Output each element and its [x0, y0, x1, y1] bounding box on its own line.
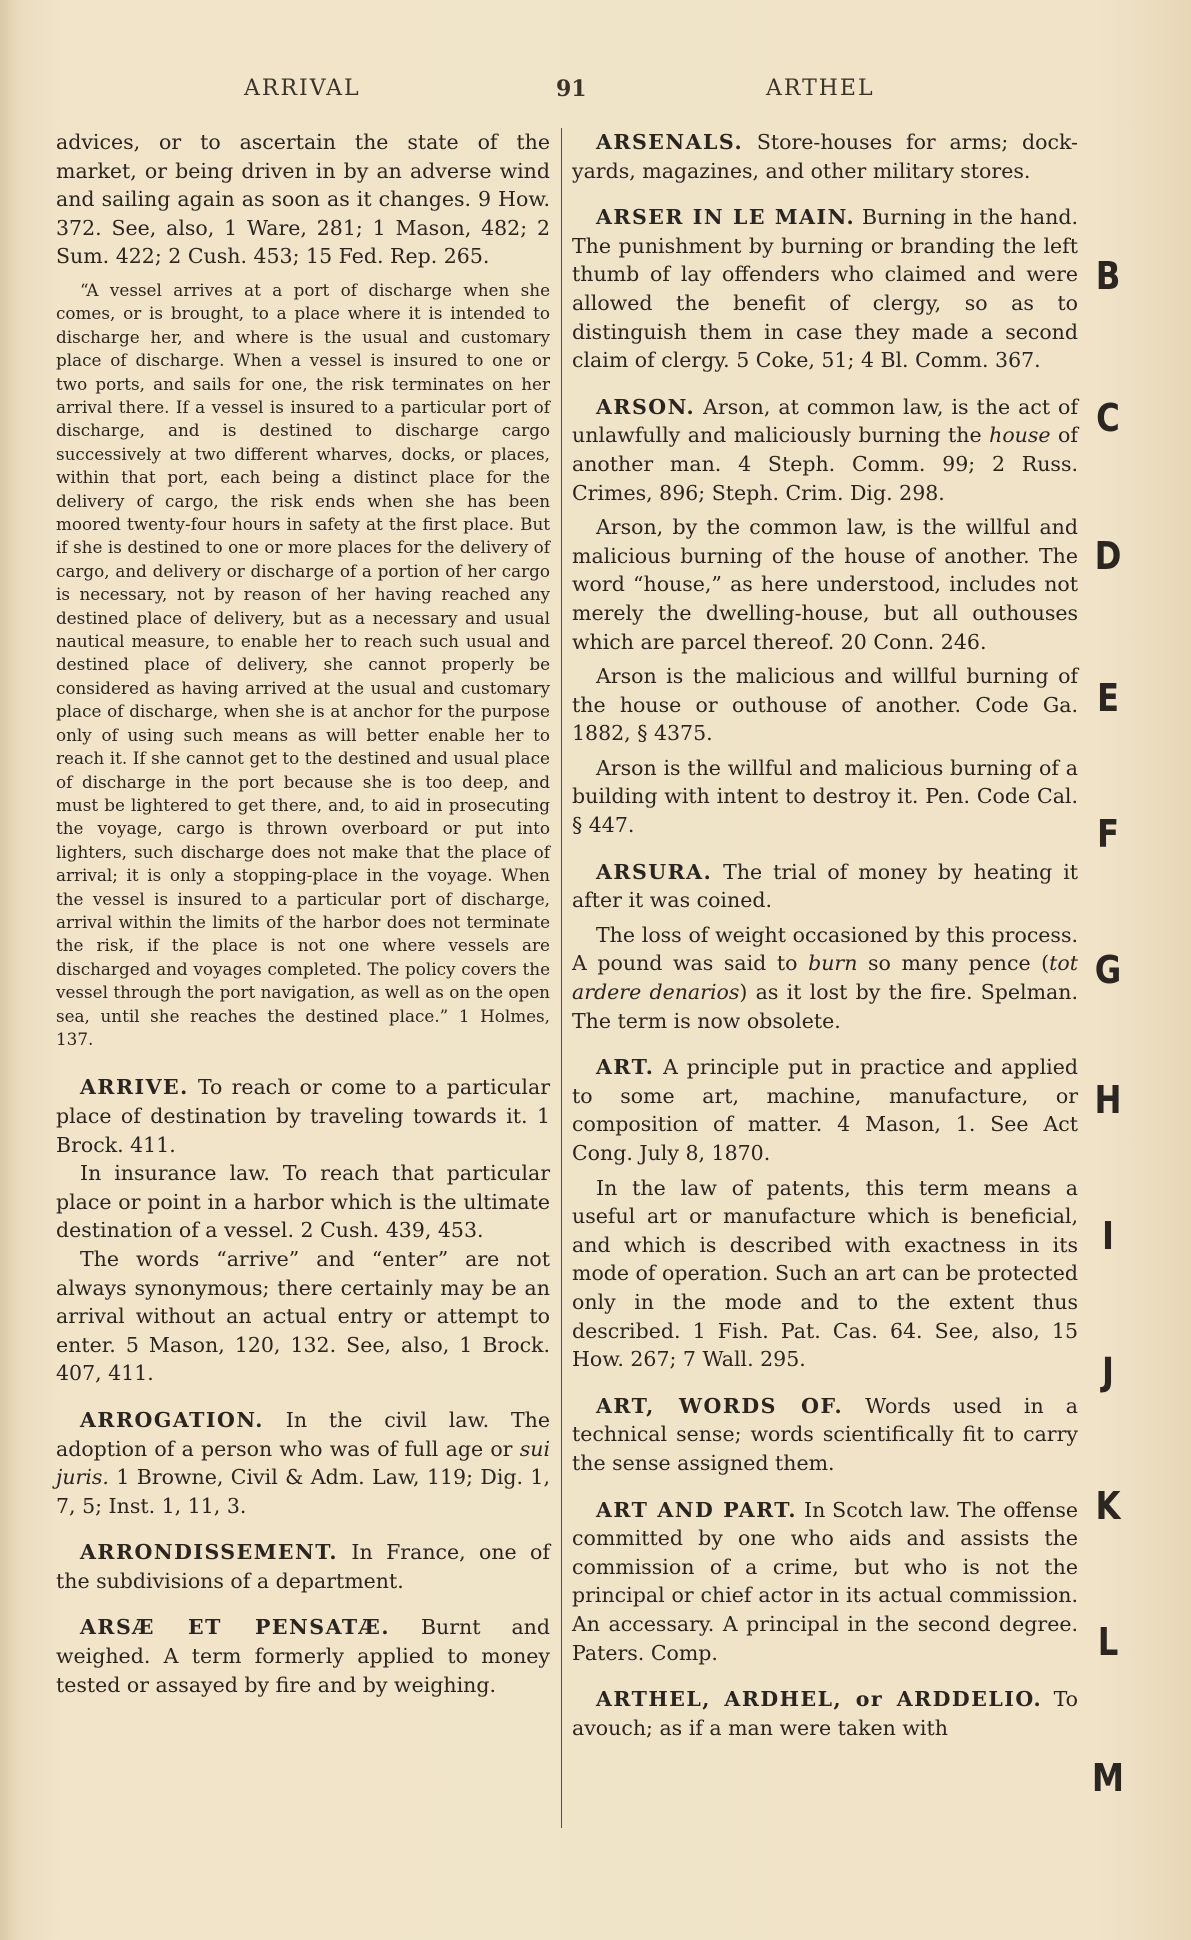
entry-arsura: [572, 858, 1078, 915]
entry-headword: ARSER IN LE MAIN.: [596, 205, 856, 230]
left-column: [56, 128, 550, 1699]
entry-arsae-et-pensatae: [56, 1613, 550, 1699]
running-head-right: ARTHEL: [766, 76, 875, 101]
text-run: The loss of weight occasioned by this process. A pound was said to: [572, 922, 1078, 976]
entry-citation: of another man. 4 Steph. Comm. 99; 2 Russ. Crimes, 896; Steph. Crim. Dig. 298.: [572, 423, 1078, 505]
entry-art-and-part: [572, 1496, 1078, 1668]
text-run: ) as it lost by the fire. Spelman. The term is now obsolete.: [572, 980, 1078, 1033]
entry-headword: ARROGATION.: [80, 1407, 264, 1432]
entry-arser-in-le-main: [572, 203, 1078, 375]
thumb-index-k[interactable]: K: [1095, 1484, 1121, 1528]
entry-art-words-of: [572, 1392, 1078, 1478]
thumb-index-c[interactable]: C: [1096, 396, 1120, 440]
paragraph: In the law of patents, this term means a useful art or manufacture which is beneficial, and which is described with exactness in its mode of operation. Such an art can be protected only in the mode and to the extent thus described. 1 Fish. Pat. Cas. 64. See, also, 15 How. 267; 7 Wall. 295.: [572, 1175, 1078, 1372]
paragraph: [572, 921, 1078, 1035]
entry-citation: 1 Browne, Civil & Adm. Law, 119; Dig. 1, 7, 5; Inst. 1, 11, 3.: [56, 1465, 550, 1518]
entry-arson: [572, 393, 1078, 507]
thumb-index-m[interactable]: M: [1091, 1756, 1125, 1800]
paragraph: Arson, by the common law, is the willful and malicious burning of the house of another. The word “house,” as here understood, includes not merely the dwelling-house, but all outhouses which are parcel thereof. 20 Conn. 246.: [572, 515, 1078, 654]
thumb-index-i[interactable]: I: [1101, 1214, 1115, 1258]
entry-headword: ARSÆ ET PENSATÆ.: [80, 1615, 390, 1640]
paragraph: Arson is the willful and malicious burning of a building with intent to destroy it. Pen. Code Cal. § 447.: [572, 755, 1078, 838]
entry-headword: ART AND PART.: [596, 1497, 798, 1522]
thumb-index-g[interactable]: G: [1094, 948, 1122, 992]
right-column: [572, 128, 1078, 1742]
entry-headword: ARRONDISSEMENT.: [80, 1540, 339, 1565]
entry-definition: In Scotch law. The offense committed by one who aids and assists the commission of a crime, but who is not the principal or chief actor in its actual commission. An accessary. A principal in the second degree. Paters. Comp.: [572, 1497, 1078, 1665]
entry-headword: ART.: [596, 1055, 655, 1080]
continuation-paragraph: advices, or to ascertain the state of the market, or being driven in by an adverse wind and sailing again as soon as it changes. 9 How. 372. See, also, 1 Ware, 281; 1 Mason, 482; 2 Sum. 422; 2 Cush. 453; 15 Fed. Rep. 265.: [56, 130, 550, 269]
emphasized-word: house: [989, 423, 1051, 448]
entry-headword: ART, WORDS OF.: [596, 1393, 844, 1418]
emphasized-word: burn: [808, 951, 858, 976]
paragraph: Arson is the malicious and willful burning of the house or outhouse of another. Code Ga. 1882, § 4375.: [572, 664, 1078, 746]
running-head-left: ARRIVAL: [244, 76, 361, 101]
text-run: so many pence (: [857, 951, 1050, 976]
page-number: 91: [556, 76, 587, 102]
entry-headword: ARSURA.: [596, 859, 713, 884]
block-quote: “A vessel arrives at a port of discharge when she comes, or is brought, to a place where it is intended to discharge her, and where is the usual and customary place of discharge. When a vessel is insured to one or two ports, and sails for one, the risk terminates on her arrival there. If a vessel is insured to a particular port of discharge, and is destined to discharge cargo successively at two different wharves, docks, or places, within that port, each being a distinct place for the delivery of cargo, the risk ends when she has been moored twenty-four hours in safety at the first place. But if she is destined to one or more places for the delivery of cargo, and delivery or discharge of a portion of her cargo is necessary, not by reason of her having reached any destined place of delivery, but as a necessary and usual nautical measure, to enable her to reach such usual and destined place of delivery, she cannot properly be considered as having arrived at the usual and customary place of discharge, when she is at anchor for the purpose only of using such means as will better enable her to reach it. If she cannot get to the destined and usual place of discharge in the port because she is too deep, and must be lightered to get there, and, to aid in prosecuting the voyage, cargo is thrown overboard or put into lighters, such discharge does not make that the place of arrival; it is only a stopping-place in the voyage. When the vessel is insured to a particular port of discharge, arrival within the limits of the harbor does not terminate the risk, if the place is not one where vessels are discharged and voyages completed. The policy covers the vessel through the port navigation, as well as on the open sea, until she reaches the destined place.” 1 Holmes, 137.: [56, 279, 550, 1049]
entry-arthel: [572, 1685, 1078, 1742]
entry-arrive: [56, 1073, 550, 1159]
entry-definition: Arson, at common law, is the act of unlawfully and maliciously burning the: [572, 394, 1078, 448]
entry-definition: Burnt and weighed. A term formerly applied to money tested or assayed by fire and by weighing.: [56, 1615, 550, 1697]
entry-headword: ARSENALS.: [596, 130, 744, 154]
entry-headword: ARRIVE.: [80, 1075, 189, 1100]
latin-term: sui juris.: [56, 1436, 550, 1490]
entry-definition: In France, one of the subdivisions of a department.: [56, 1540, 550, 1593]
thumb-index-j[interactable]: J: [1101, 1350, 1115, 1394]
entry-art: [572, 1053, 1078, 1167]
entry-definition: To avouch; as if a man were taken with: [572, 1687, 1078, 1740]
entry-definition: A principle put in practice and applied to some art, machine, manufacture, or composition of matter. 4 Mason, 1. See Act Cong. July 8, 1870.: [572, 1055, 1078, 1165]
entry-definition: Store-houses for arms; dock-yards, magazines, and other military stores.: [572, 130, 1078, 183]
thumb-index-f[interactable]: F: [1096, 812, 1120, 856]
entry-arrogation: [56, 1406, 550, 1520]
entry-arsenals: [572, 128, 1078, 185]
entry-arrondissement: [56, 1538, 550, 1595]
paragraph: The words “arrive” and “enter” are not always synonymous; there certainly may be an arrival without an actual entry or attempt to enter. 5 Mason, 120, 132. See, also, 1 Brock. 407, 411.: [56, 1246, 550, 1386]
entry-definition: In the civil law. The adoption of a person who was of full age or: [56, 1407, 550, 1461]
thumb-index-l[interactable]: L: [1097, 1620, 1119, 1664]
entry-headword: ARSON.: [596, 394, 696, 419]
column-rule: [561, 128, 562, 1828]
entry-definition: The trial of money by heating it after it was coined.: [572, 859, 1078, 913]
entry-definition: Burning in the hand. The punishment by burning or branding the left thumb of lay offenders who claimed and were allowed the benefit of clergy, so as to distinguish them in case they made a second claim of clergy. 5 Coke, 51; 4 Bl. Comm. 367.: [572, 205, 1078, 373]
thumb-index-d[interactable]: D: [1094, 534, 1122, 578]
thumb-index-e[interactable]: E: [1096, 676, 1120, 720]
entry-definition: Words used in a technical sense; words scientifically fit to carry the sense assigned them.: [572, 1393, 1078, 1475]
entry-headword: ARTHEL, ARDHEL, or ARDDELIO.: [596, 1687, 1043, 1712]
latin-phrase: tot ardere denarios: [572, 951, 1078, 1005]
entry-definition: To reach or come to a particular place of destination by traveling towards it. 1 Brock. 411.: [56, 1075, 550, 1157]
paragraph: In insurance law. To reach that particular place or point in a harbor which is the ultimate destination of a vessel. 2 Cush. 439, 453.: [56, 1161, 550, 1243]
thumb-index-b[interactable]: B: [1095, 254, 1121, 298]
thumb-index-h[interactable]: H: [1094, 1078, 1122, 1122]
